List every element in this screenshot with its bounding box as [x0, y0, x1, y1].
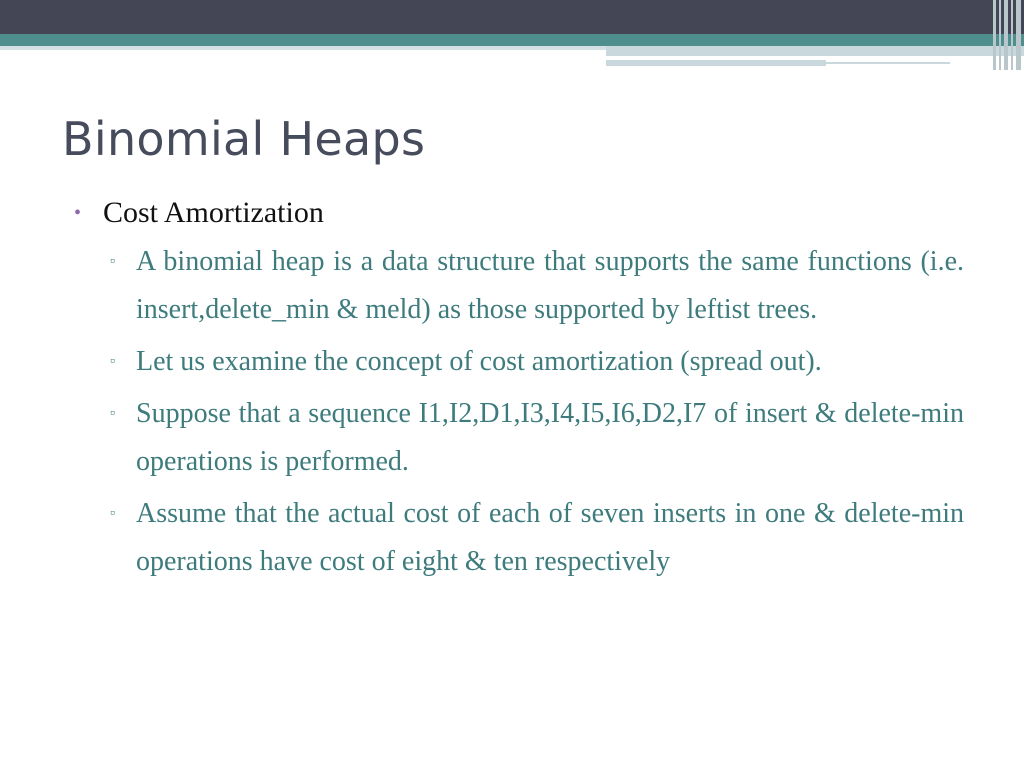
square-bullet-icon: ▫: [110, 254, 115, 269]
sub-bullet-item: [72, 238, 964, 334]
sub-bullet-text: Assume that the actual cost of each of seven inserts in one & delete-min operations have cost of eight & ten respectively: [136, 498, 964, 577]
sub-bullet-item: [72, 390, 964, 486]
header-stripe: [1004, 0, 1008, 70]
bullet-level1: [72, 190, 964, 236]
header-stripe: [1011, 0, 1013, 70]
header-light-block: [606, 46, 1024, 56]
header-stripe: [999, 0, 1001, 70]
header-light-line: [606, 60, 826, 66]
square-bullet-icon: ▫: [110, 406, 115, 421]
header-stripe: [1016, 0, 1021, 70]
sub-bullet-list: [72, 238, 964, 586]
header-stripe: [993, 0, 996, 70]
sub-bullet-text: Suppose that a sequence I1,I2,D1,I3,I4,I5,I6,D2,I7 of insert & delete-min operations is performed.: [136, 398, 964, 477]
bullet-dot-icon: •: [74, 202, 82, 224]
header-light-line: [826, 62, 950, 64]
slide-title: Binomial Heaps: [62, 112, 426, 166]
square-bullet-icon: ▫: [110, 506, 115, 521]
header-light-line: [0, 46, 606, 50]
sub-bullet-item: [72, 338, 964, 386]
sub-bullet-text: A binomial heap is a data structure that supports the same functions (i.e. insert,delete_min & meld) as those supported by leftist trees.: [136, 246, 964, 325]
header-teal-bar: [0, 34, 1024, 46]
sub-bullet-item: [72, 490, 964, 586]
header-dark-bar: [0, 0, 1024, 34]
bullet-level1-text: Cost Amortization: [103, 196, 324, 229]
sub-bullet-text: Let us examine the concept of cost amortization (spread out).: [136, 346, 822, 377]
slide-body: [72, 190, 964, 590]
square-bullet-icon: ▫: [110, 354, 115, 369]
